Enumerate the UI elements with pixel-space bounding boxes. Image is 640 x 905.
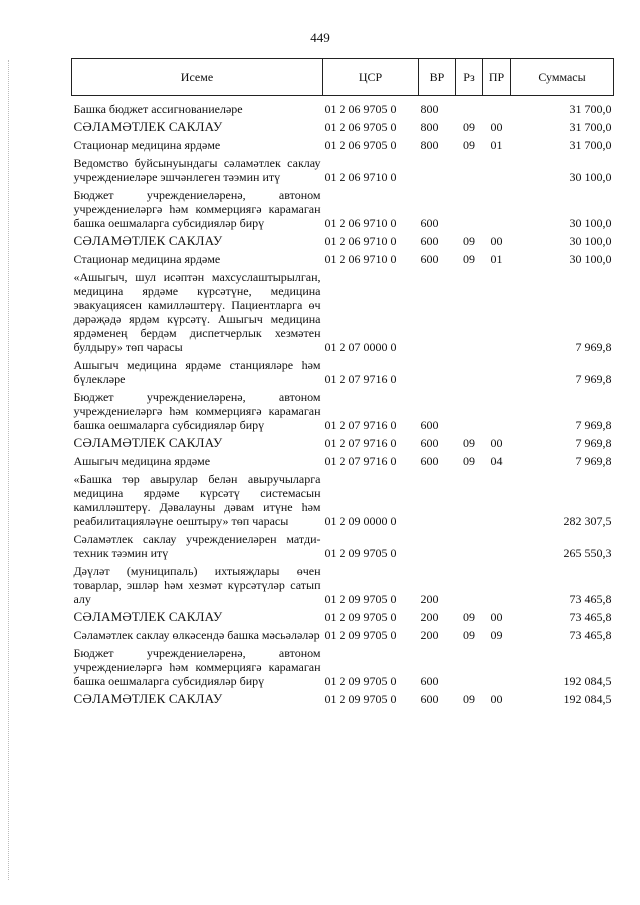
row-sum: 7 969,8 [575, 436, 612, 450]
row-code: 01 2 07 9716 0 [324, 454, 397, 468]
row-pr: 00 [490, 234, 503, 248]
header-sum: Суммасы [511, 59, 614, 96]
row-vr: 600 [420, 674, 439, 688]
row-name: «Башка төр авырулар белән авыручыларга медицина ярдәме күрсәтү системасын камилләштерү. Дәвалауны дәвам итүне һәм реабилитацияләүне оештыру» төп чарасы [73, 472, 321, 528]
row-vr: 800 [420, 138, 439, 152]
row-sum: 192 084,5 [563, 692, 612, 706]
row-rz: 09 [463, 436, 475, 450]
header-name: Исеме [72, 59, 323, 96]
row-name: Бюджет учреждениеләренә, автоном учреждениеләргә һәм коммерциягә карамаган башка оешмаларга субсидияләр бирү [73, 646, 321, 688]
row-vr: 600 [420, 216, 439, 230]
row-name: Дәүләт (муниципаль) ихтыяҗлары өчен товарлар, эшләр һәм хезмәт күрсәтүләр сатып алу [73, 564, 321, 606]
row-vr: 600 [420, 234, 439, 248]
table-row [72, 248, 614, 266]
row-code: 01 2 09 9705 0 [324, 692, 397, 706]
row-sum: 73 465,8 [569, 610, 612, 624]
row-pr: 09 [490, 628, 503, 642]
row-pr: 00 [490, 436, 503, 450]
row-pr: 00 [490, 120, 503, 134]
row-rz [456, 560, 483, 606]
row-rz [456, 266, 483, 354]
row-sum: 31 700,0 [569, 138, 612, 152]
row-rz [456, 386, 483, 432]
table-row [72, 688, 614, 706]
row-pr [483, 642, 511, 688]
row-sum: 30 100,0 [569, 170, 612, 184]
row-sum: 73 465,8 [569, 592, 612, 606]
row-code: 01 2 07 0000 0 [324, 340, 397, 354]
row-code: 01 2 06 9705 0 [324, 138, 397, 152]
row-pr [483, 386, 511, 432]
row-vr [419, 266, 456, 354]
table-row [72, 266, 614, 354]
table-row [72, 432, 614, 450]
row-code: 01 2 07 9716 0 [324, 372, 397, 386]
row-pr [483, 152, 511, 184]
row-name: Башка бюджет ассигнованиеләре [73, 102, 243, 116]
row-name: Стационар медицина ярдәме [73, 252, 221, 266]
table-row [72, 230, 614, 248]
row-pr [483, 560, 511, 606]
row-sum: 31 700,0 [569, 102, 612, 116]
row-name: СӘЛАМӘТЛЕК САКЛАУ [73, 233, 223, 248]
row-rz: 09 [463, 454, 475, 468]
row-rz [456, 152, 483, 184]
row-name: Стационар медицина ярдәме [73, 138, 221, 152]
row-rz: 09 [463, 692, 475, 706]
row-sum: 282 307,5 [563, 514, 612, 528]
table-row [72, 450, 614, 468]
row-pr [483, 528, 511, 560]
row-pr: 01 [490, 138, 503, 152]
row-sum: 31 700,0 [569, 120, 612, 134]
row-vr: 600 [420, 436, 439, 450]
row-vr: 800 [420, 102, 439, 116]
row-vr: 600 [420, 418, 439, 432]
table-row [72, 152, 614, 184]
row-sum: 7 969,8 [575, 418, 612, 432]
row-sum: 265 550,3 [563, 546, 612, 560]
row-rz [456, 354, 483, 386]
row-pr [483, 354, 511, 386]
row-rz: 09 [463, 610, 475, 624]
row-rz [456, 184, 483, 230]
row-sum: 7 969,8 [575, 372, 612, 386]
row-pr: 04 [490, 454, 503, 468]
row-rz: 09 [463, 252, 475, 266]
row-name: СӘЛАМӘТЛЕК САКЛАУ [73, 435, 223, 450]
header-pr: ПР [483, 59, 511, 96]
row-vr: 200 [420, 592, 439, 606]
row-pr: 00 [490, 692, 503, 706]
row-vr: 600 [420, 252, 439, 266]
row-rz [456, 642, 483, 688]
row-vr [419, 528, 456, 560]
row-vr: 600 [420, 454, 439, 468]
row-code: 01 2 06 9710 0 [324, 170, 397, 184]
row-name: Бюджет учреждениеләренә, автоном учреждениеләргә һәм коммерциягә карамаган башка оешмаларга субсидияләр бирү [73, 188, 321, 230]
row-name: Ведомство буйсынуындагы сәламәтлек саклау учреждениеләре эшчәнлеген тәэмин итү [73, 156, 321, 184]
row-vr [419, 152, 456, 184]
row-code: 01 2 09 9705 0 [324, 592, 397, 606]
table-row [72, 624, 614, 642]
row-sum: 192 084,5 [563, 674, 612, 688]
table-row [72, 354, 614, 386]
row-rz [456, 468, 483, 528]
table-row [72, 560, 614, 606]
row-code: 01 2 06 9710 0 [324, 252, 397, 266]
row-name: Ашыгыч медицина ярдәме станцияләре һәм бүлекләре [73, 358, 321, 386]
row-rz: 09 [463, 628, 475, 642]
row-code: 01 2 06 9710 0 [324, 216, 397, 230]
table-row [72, 642, 614, 688]
row-sum: 7 969,8 [575, 454, 612, 468]
row-code: 01 2 06 9705 0 [324, 120, 397, 134]
row-pr: 00 [490, 610, 503, 624]
row-code: 01 2 06 9705 0 [324, 102, 397, 116]
row-pr [483, 184, 511, 230]
row-code: 01 2 09 9705 0 [324, 674, 397, 688]
row-code: 01 2 09 9705 0 [324, 610, 397, 624]
table-row [72, 386, 614, 432]
header-vr: ВР [419, 59, 456, 96]
row-rz: 09 [463, 120, 475, 134]
margin-binding-marks [8, 60, 10, 880]
table-row [72, 116, 614, 134]
row-vr [419, 354, 456, 386]
table-row [72, 606, 614, 624]
row-name: Сәламәтлек саклау өлкәсендә башка мәсьәләләр [73, 628, 320, 642]
row-vr: 200 [420, 610, 439, 624]
row-sum: 30 100,0 [569, 234, 612, 248]
table-row [72, 468, 614, 528]
table-row [72, 528, 614, 560]
row-sum: 73 465,8 [569, 628, 612, 642]
row-name: Сәламәтлек саклау учреждениеләрен матди-техник тәэмин итү [73, 532, 321, 560]
row-vr [419, 468, 456, 528]
header-code: ЦСР [323, 59, 419, 96]
row-code: 01 2 09 9705 0 [324, 546, 397, 560]
table-body [72, 102, 614, 706]
row-pr [483, 468, 511, 528]
row-name: Ашыгыч медицина ярдәме [73, 454, 211, 468]
row-name: «Ашыгыч, шул исәптән махсуслаштырылган, медицина ярдәме күрсәтүне, медицина эвакуациясен камилләштерү. Пациентларга өч дәрәҗәдә ярдәм күрсәтү. Ашыгыч медицина ярдәменең бердәм диспетчерлык хезмәтен булдыру» төп чарасы [73, 270, 321, 354]
table-row [72, 184, 614, 230]
table-row [72, 134, 614, 152]
row-pr [483, 102, 511, 116]
row-sum: 7 969,8 [575, 340, 612, 354]
row-code: 01 2 07 9716 0 [324, 418, 397, 432]
row-code: 01 2 06 9710 0 [324, 234, 397, 248]
table-row [72, 102, 614, 116]
row-code: 01 2 09 0000 0 [324, 514, 397, 528]
row-vr: 200 [420, 628, 439, 642]
row-code: 01 2 07 9716 0 [324, 436, 397, 450]
row-code: 01 2 09 9705 0 [324, 628, 397, 642]
row-vr: 600 [420, 692, 439, 706]
row-name: СӘЛАМӘТЛЕК САКЛАУ [73, 609, 223, 624]
row-pr: 01 [490, 252, 503, 266]
row-name: СӘЛАМӘТЛЕК САКЛАУ [73, 691, 223, 706]
row-rz [456, 528, 483, 560]
row-vr: 800 [420, 120, 439, 134]
budget-table [71, 58, 614, 706]
row-rz: 09 [463, 138, 475, 152]
row-rz: 09 [463, 234, 475, 248]
row-sum: 30 100,0 [569, 216, 612, 230]
row-sum: 30 100,0 [569, 252, 612, 266]
row-rz [456, 102, 483, 116]
row-pr [483, 266, 511, 354]
row-name: СӘЛАМӘТЛЕК САКЛАУ [73, 119, 223, 134]
header-rz: Рз [456, 59, 483, 96]
page-number: 449 [310, 30, 330, 45]
table-header [72, 59, 614, 103]
row-name: Бюджет учреждениеләренә, автоном учреждениеләргә һәм коммерциягә карамаган башка оешмаларга субсидияләр бирү [73, 390, 321, 432]
